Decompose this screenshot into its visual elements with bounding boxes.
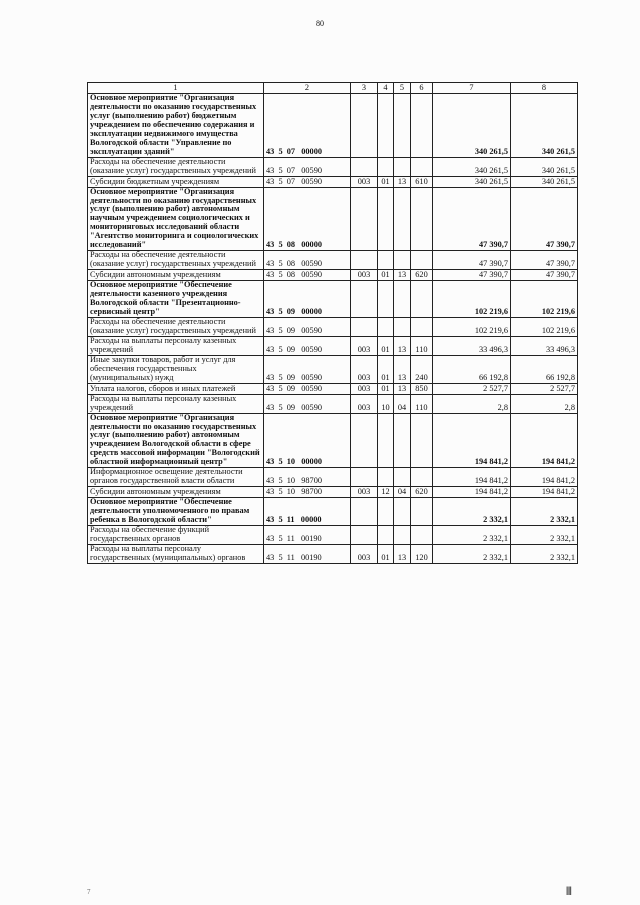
corner-mark: 7 [87,888,91,896]
row-amount-col8: 194 841,2 [511,468,578,487]
row-expense-type [411,413,433,468]
row-code: 43 5 09 00000 [264,281,351,318]
row-subsection-code: 13 [394,544,411,563]
row-ministry-code: 003 [351,270,378,281]
row-amount-col7: 102 219,6 [433,317,511,336]
row-expense-type: 620 [411,487,433,498]
row-expense-type [411,251,433,270]
row-amount-col8: 47 390,7 [511,270,578,281]
row-code: 43 5 09 00590 [264,336,351,355]
row-amount-col7: 102 219,6 [433,281,511,318]
row-amount-col8: 194 841,2 [511,413,578,468]
row-ministry-code [351,251,378,270]
row-expense-type [411,498,433,526]
row-subsection-code [394,187,411,251]
row-ministry-code [351,317,378,336]
table-row [88,176,578,187]
row-expense-type [411,526,433,545]
row-amount-col7: 66 192,8 [433,355,511,383]
row-name: Уплата налогов, сборов и иных платежей [88,383,264,394]
row-amount-col8: 102 219,6 [511,317,578,336]
row-amount-col7: 2 332,1 [433,526,511,545]
row-section-code: 01 [378,544,394,563]
row-section-code [378,526,394,545]
row-section-code: 01 [378,383,394,394]
row-code: 43 5 08 00590 [264,251,351,270]
row-ministry-code [351,187,378,251]
row-amount-col8: 340 261,5 [511,176,578,187]
row-section-code [378,413,394,468]
row-ministry-code [351,94,378,158]
table-row [88,336,578,355]
row-code: 43 5 11 00190 [264,544,351,563]
row-amount-col7: 2 332,1 [433,498,511,526]
row-code: 43 5 10 00000 [264,413,351,468]
column-header: 7 [433,83,511,94]
row-code: 43 5 11 00000 [264,498,351,526]
row-amount-col8: 33 496,3 [511,336,578,355]
table-row [88,468,578,487]
row-expense-type: 240 [411,355,433,383]
row-amount-col7: 2 527,7 [433,383,511,394]
column-header: 8 [511,83,578,94]
row-section-code [378,157,394,176]
budget-table [87,82,578,564]
row-code: 43 5 09 00590 [264,383,351,394]
row-amount-col7: 194 841,2 [433,487,511,498]
row-expense-type [411,468,433,487]
row-section-code [378,498,394,526]
column-header: 6 [411,83,433,94]
row-subsection-code: 13 [394,176,411,187]
column-header: 3 [351,83,378,94]
row-section-code [378,187,394,251]
row-code: 43 5 07 00590 [264,176,351,187]
row-amount-col7: 340 261,5 [433,176,511,187]
row-amount-col7: 340 261,5 [433,94,511,158]
row-expense-type: 620 [411,270,433,281]
row-name: Иные закупки товаров, работ и услуг для обеспечения государственных (муниципальных) нужд [88,355,264,383]
row-ministry-code [351,281,378,318]
column-header: 1 [88,83,264,94]
row-section-code: 01 [378,270,394,281]
row-section-code [378,94,394,158]
row-subsection-code [394,468,411,487]
table-row-main-measure [88,413,578,468]
row-amount-col8: 2 332,1 [511,544,578,563]
table-row [88,251,578,270]
row-name: Основное мероприятие "Организация деятельности по оказанию государственных услуг (выполнению работ) бюджетным учреждением по обеспечению содержания и эксплуатации недвижимого имущества Вологодской области "Управление по эксплуатации зданий" [88,94,264,158]
row-section-code: 01 [378,336,394,355]
row-code: 43 5 10 98700 [264,487,351,498]
row-name: Расходы на обеспечение функций государственных органов [88,526,264,545]
row-section-code [378,468,394,487]
header-row [88,83,578,94]
row-name: Расходы на выплаты персоналу казенных учреждений [88,394,264,413]
row-amount-col7: 33 496,3 [433,336,511,355]
table-row [88,270,578,281]
row-expense-type: 610 [411,176,433,187]
row-amount-col7: 194 841,2 [433,468,511,487]
row-amount-col7: 2,8 [433,394,511,413]
table-row [88,487,578,498]
column-header: 4 [378,83,394,94]
column-header: 2 [264,83,351,94]
row-amount-col8: 2,8 [511,394,578,413]
row-ministry-code: 003 [351,383,378,394]
row-amount-col7: 47 390,7 [433,251,511,270]
row-subsection-code: 13 [394,383,411,394]
row-expense-type: 110 [411,394,433,413]
row-code: 43 5 07 00590 [264,157,351,176]
row-ministry-code: 003 [351,544,378,563]
row-code: 43 5 09 00590 [264,355,351,383]
row-amount-col8: 194 841,2 [511,487,578,498]
row-amount-col7: 2 332,1 [433,544,511,563]
table-row-main-measure [88,94,578,158]
row-subsection-code [394,94,411,158]
row-subsection-code: 13 [394,355,411,383]
barcode-mark: |||||| [566,885,571,895]
row-name: Субсидии автономным учреждениям [88,270,264,281]
row-code: 43 5 08 00000 [264,187,351,251]
row-ministry-code: 003 [351,394,378,413]
row-name: Расходы на выплаты персоналу казенных учреждений [88,336,264,355]
row-subsection-code [394,413,411,468]
row-section-code: 12 [378,487,394,498]
row-expense-type [411,94,433,158]
row-section-code [378,251,394,270]
row-subsection-code [394,526,411,545]
row-name: Расходы на выплаты персоналу государственных (муниципальных) органов [88,544,264,563]
row-amount-col8: 66 192,8 [511,355,578,383]
row-code: 43 5 07 00000 [264,94,351,158]
row-name: Основное мероприятие "Обеспечение деятельности уполномоченного по правам ребенка в Вологодской области" [88,498,264,526]
row-expense-type: 850 [411,383,433,394]
row-name: Основное мероприятие "Организация деятельности по оказанию государственных услуг (выполнению работ) автономным научным учреждением социологических и мониторинговых исследований области "Агентство мониторинга и социологических исследований" [88,187,264,251]
row-subsection-code [394,157,411,176]
table-row [88,355,578,383]
table-row-main-measure [88,187,578,251]
table-row [88,157,578,176]
row-name: Расходы на обеспечение деятельности (оказание услуг) государственных учреждений [88,251,264,270]
row-section-code: 10 [378,394,394,413]
row-code: 43 5 09 00590 [264,317,351,336]
table-row-main-measure [88,281,578,318]
row-subsection-code: 04 [394,394,411,413]
row-expense-type: 110 [411,336,433,355]
row-name: Расходы на обеспечение деятельности (оказание услуг) государственных учреждений [88,317,264,336]
row-expense-type [411,187,433,251]
row-name: Субсидии бюджетным учреждениям [88,176,264,187]
table-row [88,526,578,545]
row-amount-col8: 340 261,5 [511,157,578,176]
row-ministry-code: 003 [351,487,378,498]
table-row [88,317,578,336]
row-code: 43 5 09 00590 [264,394,351,413]
row-amount-col7: 47 390,7 [433,187,511,251]
row-ministry-code: 003 [351,176,378,187]
row-subsection-code [394,251,411,270]
row-ministry-code [351,413,378,468]
table-row [88,544,578,563]
row-code: 43 5 10 98700 [264,468,351,487]
row-amount-col7: 340 261,5 [433,157,511,176]
row-amount-col8: 2 332,1 [511,526,578,545]
row-name: Информационное освещение деятельности органов государственной власти области [88,468,264,487]
row-ministry-code [351,157,378,176]
row-expense-type [411,281,433,318]
table-row-main-measure [88,498,578,526]
row-amount-col7: 47 390,7 [433,270,511,281]
row-name: Основное мероприятие "Обеспечение деятельности казенного учреждения Вологодской области "Презентационно-сервисный центр" [88,281,264,318]
row-amount-col7: 194 841,2 [433,413,511,468]
row-expense-type [411,157,433,176]
row-amount-col8: 2 527,7 [511,383,578,394]
column-header: 5 [394,83,411,94]
row-amount-col8: 2 332,1 [511,498,578,526]
row-ministry-code [351,498,378,526]
table-row [88,394,578,413]
table-row [88,383,578,394]
row-amount-col8: 102 219,6 [511,281,578,318]
row-subsection-code: 04 [394,487,411,498]
row-code: 43 5 11 00190 [264,526,351,545]
row-expense-type: 120 [411,544,433,563]
row-section-code: 01 [378,176,394,187]
row-ministry-code [351,468,378,487]
row-subsection-code: 13 [394,270,411,281]
row-name: Расходы на обеспечение деятельности (оказание услуг) государственных учреждений [88,157,264,176]
row-subsection-code: 13 [394,336,411,355]
row-section-code: 01 [378,355,394,383]
row-subsection-code [394,281,411,318]
row-name: Субсидии автономным учреждениям [88,487,264,498]
row-ministry-code [351,526,378,545]
page-number: 80 [316,19,324,28]
row-ministry-code: 003 [351,355,378,383]
row-amount-col8: 47 390,7 [511,251,578,270]
row-expense-type [411,317,433,336]
row-amount-col8: 340 261,5 [511,94,578,158]
row-section-code [378,281,394,318]
row-code: 43 5 08 00590 [264,270,351,281]
row-amount-col8: 47 390,7 [511,187,578,251]
row-name: Основное мероприятие "Организация деятельности по оказанию государственных услуг (выполнению работ) автономным учреждением Вологодской области в сфере средств массовой информации "Вологодский областной информационный центр" [88,413,264,468]
row-section-code [378,317,394,336]
row-subsection-code [394,498,411,526]
row-subsection-code [394,317,411,336]
row-ministry-code: 003 [351,336,378,355]
